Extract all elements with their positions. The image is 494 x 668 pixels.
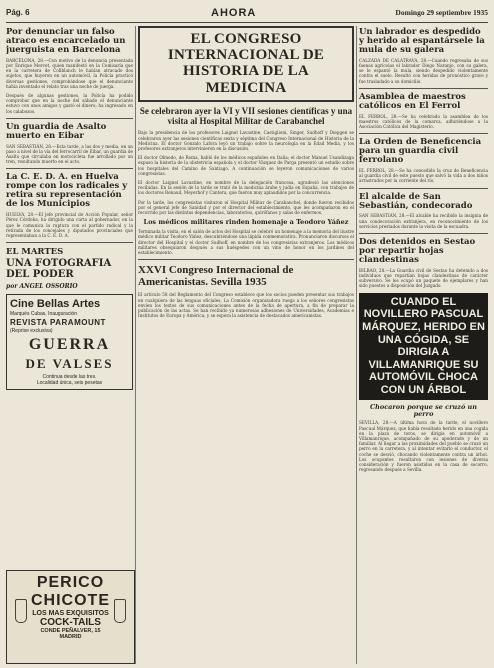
ad-film-title-2: DE VALSES [25, 356, 114, 372]
masthead-brand: AHORA [211, 7, 257, 19]
ad-cine-bellas-artes [6, 294, 133, 390]
ad-cinema-footer-2: Localidad única, seis pesetas [36, 380, 103, 387]
cocktail-glass-icon [114, 599, 126, 623]
ad-perico-line5: CONDE PEÑALVER, 15 [40, 628, 101, 634]
byline-ossorio: por ANGEL OSSORIO [6, 283, 78, 291]
column-divider [135, 26, 136, 664]
article-body: Por la tarde, los congresistas visitaron el Hospital Militar de Carabanchel, donde fueron recibidos por el general jefe de Sanidad y por el director del establecimiento, que les acompañaron en el recorrido por las distintas dependencias, laboratorios, quirófanos y salas de enfermos. [138, 199, 354, 216]
ad-cinema-note: (Reprise exclusiva) [10, 328, 53, 335]
headline-fotografia-poder: UNA FOTOGRAFIA DEL PODER [6, 258, 112, 280]
article-body: SAN SEBASTIÁN, 28.—El alcalde ha recibido la insignia de una condecoración extranjera, en reconocimiento de los servicios prestados durante la visita de la escuadra. [359, 213, 488, 229]
main-deck: Se celebraron ayer la VI y VII sesiones científicas y una visita al Hospital Militar de Carabanchel [139, 105, 353, 127]
column-divider [356, 26, 357, 664]
kicker-el-martes: EL MARTES [6, 247, 64, 258]
ad-cinema-name: Cine Bellas Artes [10, 298, 101, 311]
article-body: BARCELONA, 28.—Con motivo de la denuncia presentada por Enrique Mercet, quien manifestó en la Comisaría que en la carretera de Collblanch le habían atracado dos sujetos, que huyeron en un automóvil, la Policía practicó diversas gestiones, comprobándose que el denunciante había inventado el relato tras una noche de juerga. [6, 57, 133, 89]
article-body: El artículo 58 del Reglamento del Congreso establece que los socios pueden presentar sus trabajos en cualquiera de las lenguas oficiales. La Comisión organizadora ruega a los señores congresistas envíen los textos de sus comunicaciones antes de la fecha de apertura, a fin de preparar la publicación de las actas. Se han recibido ya numerosas adhesiones de Universidades, Academias e Institutos de Europa y América, y se espera la asistencia de destacados americanistas. [138, 292, 354, 319]
article-body: BILBAO, 28.—La Guardia civil de Sestao ha detenido a dos individuos que repartían hojas clandestinas de carácter subversivo. Se les ocupó un paquete de ejemplares y han sido puestos a disposición del Juzgado. [359, 267, 488, 289]
headline-novillero: CUANDO EL NOVILLERO PASCUAL MÁRQUEZ, HERIDO EN UNA CÓGIDA, SE DIRIGIA A VILLAMANRIQUE SU AUTOMÓVIL CHOCA CON UN ÁRBOL [362, 295, 485, 397]
column-right [359, 26, 488, 664]
ad-perico-line2: CHICOTE [31, 592, 110, 609]
page-number: Pág. 6 [6, 8, 30, 17]
article-body: EL FERROL, 28.—Se ha celebrado la asamblea de los maestros católicos de la comarca, adhiriéndose a la Asociación Católica del Magisterio. [359, 113, 488, 130]
ad-film-title-1: GUERRA [28, 336, 111, 354]
issue-date: Domingo 29 septiembre 1935 [395, 8, 488, 17]
page-header [6, 8, 488, 23]
article-body: EL FERROL, 28.—Se ha concedido la cruz de Beneficencia al guardia civil de este puesto que salvó la vida a dos niños arrastrados por la corriente del río. [359, 168, 488, 184]
subhead-homenaje: Los médicos militares rinden homenaje a Teodoro Yáñez [143, 218, 349, 227]
headline-eibar: Un guardia de Asalto muerto en Eibar [6, 121, 107, 141]
headline-falso-atraco: Por denunciar un falso atraco es encarcelado un juerguista en Barcelona [6, 27, 126, 55]
ad-cinema-tagline: Marqués Cubas, Inauguración [10, 311, 77, 318]
ad-cinema-footer-1: Continua desde las tres. [42, 374, 97, 381]
ad-perico-chicote [6, 570, 135, 664]
ad-perico-line4: COCK-TAILS [40, 617, 101, 628]
column-center [138, 26, 354, 664]
article-body: SAN SEBASTIÁN, 28.—Esta tarde, a las dos y media, en un paso a nivel de la vía del ferrocarril de Eibar, un guardia de Asalto que circulaba en motocicleta fue arrollado por un tren, resultando muerto en el acto. [6, 143, 133, 165]
headline-alcalde-san-sebastian: El alcalde de San Sebastián, condecorado [359, 191, 473, 211]
headline-americanistas: XXVI Congreso Internacional de Americanistas. Sevilla 1935 [138, 264, 294, 289]
article-body: Terminada la visita, en el salón de actos del Hospital se celebró un homenaje a la memoria del ilustre médico militar Teodoro Yáñez, descubriéndose una lápida conmemorativa. Pronunciaron discursos el director del Hospital y el doctor Sudhoff, en nombre de los congresistas extranjeros. Los médicos militares obsequiaron después a sus huéspedes con un vino de honor en los jardines del establecimiento. [138, 229, 354, 255]
headline-labrador: Un labrador es despedido y herido al espantársele la mula de su galera [359, 27, 485, 55]
article-body: El doctor Olmedo, de Roma, habló de los médicos españoles en Italia; el doctor Manuel Usandizaga expuso la historia de la obstetricia española y el doctor Vázquez de Parga presentó un estudio sobre los hospitales del Camino de Santiago. A continuación se leyeron comunicaciones de varios congresistas. [138, 155, 354, 176]
deck-perro: Chocaron porque se cruzó un perro [369, 402, 478, 418]
headline-asamblea-maestros: Asamblea de maestros católicos en El Ferrol [359, 91, 466, 111]
highlight-box-novillero [359, 293, 488, 400]
article-body: Después de algunas gestiones, la Policía ha podido comprobar que en la noche del sábado el denunciante estuvo con unos amigos y gastó el dinero; ha ingresado en los calabozos. [6, 92, 133, 114]
article-body: SEVILLA, 28.—A última hora de la tarde, el novillero Pascual Márquez, que había resultado herido en una cogida en la plaza de toros, se dirigía en automóvil a Villamanrique, acompañado de su apoderado y de un familiar. Al llegar a las proximidades del pueblo se cruzó un perro en la carretera, y al intentar evitarlo el conductor, el coche se desvió, chocando violentamente contra un árbol. Los ocupantes resultaron con lesiones de diversa consideración y fueron asistidos en la casa de socorro, regresando después a Sevilla. [359, 420, 488, 473]
main-headline: EL CONGRESO INTERNACIONAL DE HISTORIA DE LA MEDICINA [167, 31, 325, 96]
ad-cinema-brand: REVISTA PARAMOUNT [10, 318, 106, 328]
column-left [6, 26, 133, 664]
article-body: Bajo la presidencia de los profesores Laignel Lavastine, Castiglioni, Singer, Sudhoff y Diepgen se celebraron ayer las sesiones científicas sexta y séptima del Congreso Internacional de Historia de la Medicina. El doctor Gonzalo Lafora leyó un trabajo sobre la neurología en la Edad Media, y los profesores extranjeros intervinieron en la discusión. [138, 130, 354, 152]
article-body: El doctor Laignel Lavastine, en nombre de la delegación francesa, agradeció las atenciones recibidas. En la sesión de la tarde se trató de la medicina árabe y judía en España, con trabajos de los doctores Renaud, Meyerhof y Cantera, que fueron muy aplaudidos por la concurrencia. [138, 180, 354, 196]
article-body: CALZADA DE CALATRAVA, 28.—Cuando regresaba de sus faenas agrícolas el labrador Diego Naranjo, con su galera, se le espantó la mula, siendo despedido violentamente contra el suelo. Resultó con heridas de pronóstico grave y fue trasladado a su domicilio. [359, 57, 488, 84]
headline-ceda-huelva: La C. E. D. A. en Huelva rompe con los radicales y retira su representación de los Municipios [6, 172, 128, 210]
ad-perico-line3: LOS MAS EXQUISITOS [32, 610, 109, 617]
ad-perico-line1: PERICO [36, 574, 105, 591]
cocktail-glass-icon [15, 599, 27, 623]
headline-orden-beneficencia: La Orden de Beneficencia para un guardia civil ferrolano [359, 137, 482, 166]
article-body: HUELVA, 28.—El jefe provincial de Acción Popular, señor Pérez Córdoba, ha dirigido una carta al gobernador, en la que le comunica la ruptura con el partido radical y la retirada de los concejales y diputados provinciales que representaban a la C. E. D. A. [6, 212, 133, 238]
ad-perico-line6: MADRID [59, 634, 82, 640]
main-headline-box [138, 26, 354, 102]
headline-sestao: Dos detenidos en Sestao por repartir hojas clandestinas [359, 237, 476, 265]
